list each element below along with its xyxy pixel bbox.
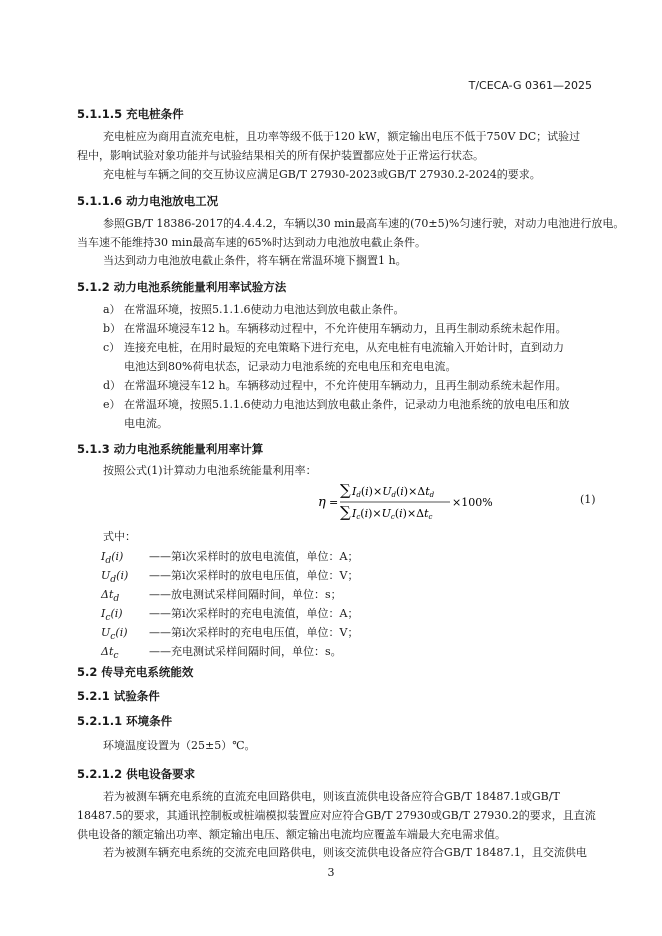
list-marker: e）	[103, 398, 121, 411]
variable-symbol: $U_c(i)$	[101, 626, 128, 643]
paragraph-line: 若为被测车辆充电系统的交流充电回路供电，则该交流供电设备应符合GB/T 18487.1，且交流供电	[103, 846, 587, 859]
paragraph-line: 供电设备的额定输出功率、额定输出电压、额定输出电流均应覆盖车端最大充电需求值。	[77, 828, 506, 841]
list-item-text: 在常温环境浸车12 h。车辆移动过程中，不允许使用车辆动力，且再生制动系统未起作用。	[124, 322, 567, 335]
paragraph-line: 充电桩应为商用直流充电桩，且功率等级不低于120 kW，额定输出电压不低于750V DC；试验过	[103, 130, 581, 143]
list-item-text: 连接充电桩，在用时最短的充电策略下进行充电，从充电桩有电流输入开始计时，直到动力	[124, 341, 564, 354]
svg-text:×100%: ×100%	[452, 496, 493, 509]
list-marker: b）	[103, 322, 122, 335]
section-5-1-1-5-title: 5.1.1.5 充电桩条件	[77, 107, 184, 121]
variable-description: ——第i次采样时的放电电流值，单位：A；	[149, 550, 359, 563]
list-marker: d）	[103, 379, 122, 392]
list-item-text: 在常温环境浸车12 h。车辆移动过程中，不允许使用车辆动力，且再生制动系统未起作用。	[124, 379, 567, 392]
list-item-text: 电池达到80%荷电状态，记录动力电池系统的充电电压和充电电流。	[124, 360, 457, 373]
paragraph-line: 参照GB/T 18386-2017的4.4.4.2，车辆以30 min最高车速的(70±5)%匀速行驶，对动力电池进行放电。	[103, 217, 625, 230]
variable-definition	[101, 567, 358, 585]
variable-symbol: $I_c(i)$	[101, 607, 123, 624]
list-item-text: 在常温环境，按照5.1.1.6使动力电池达到放电截止条件。	[124, 303, 405, 316]
variable-symbol: $U_d(i)$	[101, 569, 129, 586]
list-item-text: 电电流。	[124, 417, 168, 430]
page-number: 3	[327, 866, 335, 879]
svg-text:Ic(i)×Uc(i)×Δtc: Ic(i)×Uc(i)×Δtc	[352, 507, 433, 521]
section-5-2-1-1-title: 5.2.1.1 环境条件	[77, 714, 173, 728]
paragraph-line: 充电桩与车辆之间的交互协议应满足GB/T 27930-2023或GB/T 27930.2-2024的要求。	[103, 168, 541, 181]
variable-definition	[101, 586, 342, 604]
paragraph-line: 当车速不能维持30 min最高车速的65%时达到动力电池放电截止条件。	[77, 236, 426, 249]
formula-number: (1)	[580, 493, 596, 506]
paragraph-line: 环境温度设置为（25±5）℃。	[103, 739, 256, 752]
svg-text:∑: ∑	[340, 503, 351, 521]
list-marker: a）	[103, 303, 121, 316]
variable-description: ——第i次采样时的充电电压值，单位：V；	[149, 626, 359, 639]
section-5-1-3-title: 5.1.3 动力电池系统能量利用率计算	[77, 442, 264, 456]
section-5-2-1-2-title: 5.2.1.2 供电设备要求	[77, 767, 196, 781]
list-marker: c）	[103, 341, 121, 354]
where-label: 式中：	[103, 530, 136, 543]
list-item-text: 在常温环境，按照5.1.1.6使动力电池达到放电截止条件，记录动力电池系统的放电电压和放	[124, 398, 570, 411]
variable-definition	[101, 605, 358, 623]
section-5-1-1-6-title: 5.1.1.6 动力电池放电工况	[77, 194, 219, 208]
variable-description: ——第i次采样时的放电电压值，单位：V；	[149, 569, 359, 582]
variable-definition	[101, 643, 342, 661]
document-header: T/CECA-G 0361—2025	[468, 79, 592, 92]
variable-description: ——第i次采样时的充电电流值，单位：A；	[149, 607, 359, 620]
paragraph-line: 按照公式(1)计算动力电池系统能量利用率：	[103, 464, 317, 477]
paragraph-line: 程中，影响试验对象功能并与试验结果相关的所有保护装置都应处于正常运行状态。	[77, 149, 484, 162]
variable-definition	[101, 624, 358, 642]
svg-text:=: =	[329, 496, 339, 509]
variable-symbol: $\Delta t_d$	[101, 588, 120, 605]
energy-efficiency-formula	[316, 480, 506, 524]
paragraph-line: 当达到动力电池放电截止条件，将车辆在常温环境下搁置1 h。	[103, 254, 407, 267]
section-5-2-title: 5.2 传导充电系统能效	[77, 665, 194, 679]
variable-description: ——放电测试采样间隔时间，单位：s；	[149, 588, 342, 601]
paragraph-line: 18487.5的要求，其通讯控制板或桩端模拟装置应对应符合GB/T 27930或GB/T 27930.2的要求，且直流	[77, 809, 596, 822]
svg-text:∑: ∑	[340, 481, 351, 499]
svg-text:η: η	[318, 495, 326, 510]
variable-definition	[101, 548, 358, 566]
section-5-2-1-title: 5.2.1 试验条件	[77, 689, 160, 703]
svg-text:Id(i)×Ud(i)×Δtd: Id(i)×Ud(i)×Δtd	[352, 485, 435, 499]
section-5-1-2-title: 5.1.2 动力电池系统能量利用率试验方法	[77, 280, 287, 294]
paragraph-line: 若为被测车辆充电系统的直流充电回路供电，则该直流供电设备应符合GB/T 18487.1或GB/T	[103, 790, 560, 803]
variable-description: ——充电测试采样间隔时间，单位：s。	[149, 645, 342, 658]
variable-symbol: $I_d(i)$	[101, 550, 124, 567]
variable-symbol: $\Delta t_c$	[101, 645, 119, 662]
